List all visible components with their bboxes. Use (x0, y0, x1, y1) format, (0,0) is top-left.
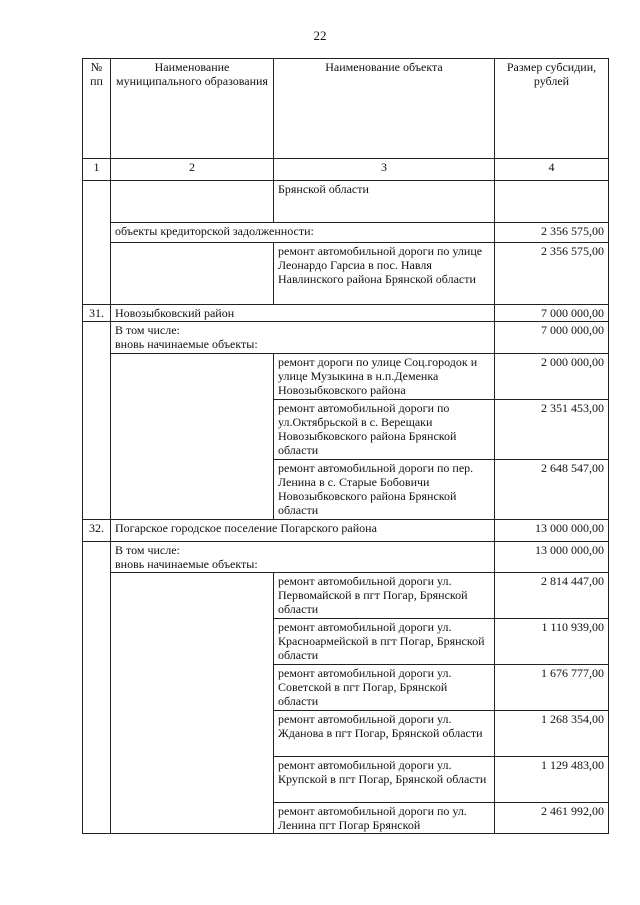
object-cell: ремонт дороги по улице Соц.городок и улице Музыкина в н.п.Деменка Новозыбковского района (274, 354, 495, 400)
table-row (83, 322, 609, 354)
table-row (83, 520, 609, 542)
municipality-cell (111, 181, 274, 223)
municipality-name: Погарское городское поселение Погарского района (111, 520, 495, 542)
row-number-cell: 31. (83, 305, 111, 322)
column-number-4: 4 (495, 159, 609, 181)
header-subsidy: Размер субсидии, рублей (495, 59, 609, 159)
object-cell: Брянской области (274, 181, 495, 223)
amount-cell (495, 181, 609, 223)
row-number-cell (83, 542, 111, 834)
amount-cell: 2 351 453,00 (495, 400, 609, 460)
page-number: 22 (313, 28, 327, 43)
table-row (83, 305, 609, 322)
amount-cell: 1 676 777,00 (495, 665, 609, 711)
amount-cell: 2 461 992,00 (495, 803, 609, 834)
column-number-2: 2 (111, 159, 274, 181)
object-cell: ремонт автомобильной дороги по ул. Ленина пгт Погар Брянской (274, 803, 495, 834)
subsidy-table (82, 58, 609, 834)
header-row (83, 59, 609, 159)
category-label: объекты кредиторской задолженности: (111, 223, 495, 243)
amount-cell: 7 000 000,00 (495, 305, 609, 322)
table-row (83, 542, 609, 573)
amount-cell: 13 000 000,00 (495, 542, 609, 573)
category-label: В том числе: вновь начинаемые объекты: (111, 542, 495, 573)
column-number-1: 1 (83, 159, 111, 181)
header-object: Наименование объекта (274, 59, 495, 159)
amount-cell: 1 268 354,00 (495, 711, 609, 757)
object-cell: ремонт автомобильной дороги по улице Леонардо Гарсиа в пос. Навля Навлинского района Брянской области (274, 243, 495, 305)
column-number-3: 3 (274, 159, 495, 181)
amount-cell: 1 110 939,00 (495, 619, 609, 665)
amount-cell: 2 814 447,00 (495, 573, 609, 619)
amount-cell: 7 000 000,00 (495, 322, 609, 354)
amount-cell: 1 129 483,00 (495, 757, 609, 803)
amount-cell: 2 356 575,00 (495, 223, 609, 243)
object-cell: ремонт автомобильной дороги ул. Крупской в пгт Погар, Брянской области (274, 757, 495, 803)
object-cell: ремонт автомобильной дороги по ул.Октябрьской в с. Верещаки Новозыбковского района Брянской области (274, 400, 495, 460)
table-row (83, 354, 609, 400)
category-label: В том числе: вновь начинаемые объекты: (111, 322, 495, 354)
table-row (83, 573, 609, 619)
table-row (83, 181, 609, 223)
municipality-cell (111, 354, 274, 520)
header-municipality: Наименование муниципального образования (111, 59, 274, 159)
amount-cell: 2 356 575,00 (495, 243, 609, 305)
amount-cell: 13 000 000,00 (495, 520, 609, 542)
municipality-cell (111, 243, 274, 305)
object-cell: ремонт автомобильной дороги ул. Первомайской в пгт Погар, Брянской области (274, 573, 495, 619)
row-number-cell: 32. (83, 520, 111, 542)
municipality-cell (111, 573, 274, 834)
object-cell: ремонт автомобильной дороги ул. Красноармейской в пгт Погар, Брянской области (274, 619, 495, 665)
column-number-row (83, 159, 609, 181)
object-cell: ремонт автомобильной дороги ул. Жданова в пгт Погар, Брянской области (274, 711, 495, 757)
row-number-cell (83, 322, 111, 520)
row-number-cell (83, 181, 111, 305)
table-row (83, 223, 609, 243)
table-row (83, 243, 609, 305)
object-cell: ремонт автомобильной дороги по пер. Ленина в с. Старые Бобовичи Новозыбковского района Брянской области (274, 460, 495, 520)
municipality-name: Новозыбковский район (111, 305, 495, 322)
amount-cell: 2 648 547,00 (495, 460, 609, 520)
header-number: № пп (83, 59, 111, 159)
object-cell: ремонт автомобильной дороги ул. Советской в пгт Погар, Брянской области (274, 665, 495, 711)
amount-cell: 2 000 000,00 (495, 354, 609, 400)
